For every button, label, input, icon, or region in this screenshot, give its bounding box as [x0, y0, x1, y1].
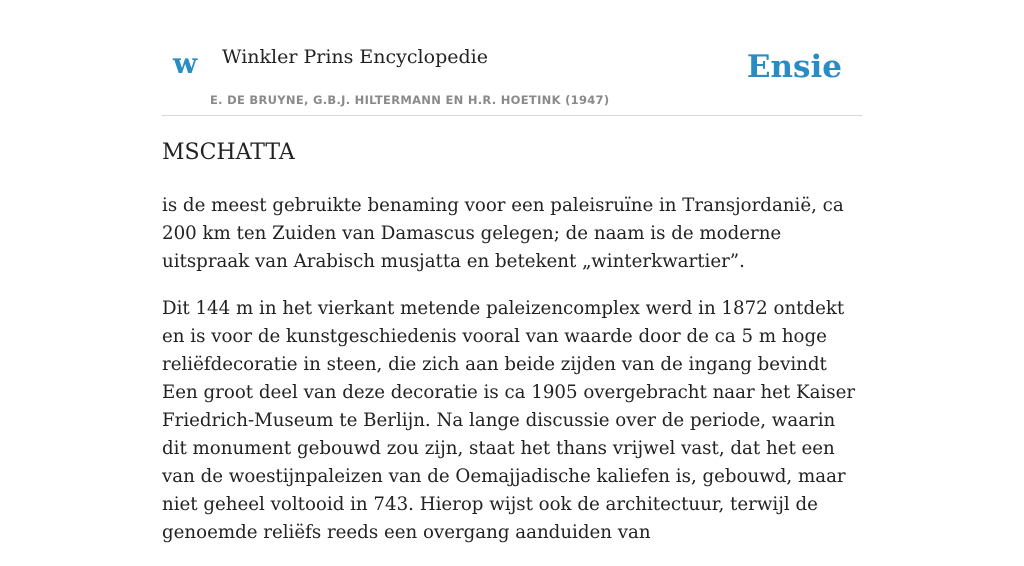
article-paragraph: Dit 144 m in het vierkant metende paleizencomplex werd in 1872 ontdekt en is voor de kunstgeschiedenis vooral van waarde door de ca 5 m hoge reliëfdecoratie in steen, die zich aan beide zijden van de ingang bevindt Een groot deel van deze decoratie is ca 1905 overgebracht naar het Kaiser Friedrich-Museum te Berlijn. Na lange discussie over de periode, waarin dit monument gebouwd zou zijn, staat het thans vrijwel vast, dat het een van de woestijnpaleizen van de Oemajjadische kaliefen is, gebouwd, maar niet geheel voltooid in 743. Hierop wijst ook de architectuur, terwijl de genoemde reliëfs reeds een overgang aanduiden van — [162, 298, 856, 543]
ensie-logo-link[interactable]: Ensie — [746, 49, 842, 85]
article-paragraph: is de meest gebruikte benaming voor een paleisruïne in Transjordanië, ca 200 km ten Zuiden van Damascus gelegen; de naam is de moderne uitspraak van Arabisch musjatta en betekent „winterkwartier”. — [162, 195, 844, 272]
article-body — [162, 192, 862, 566]
winkler-prins-logo[interactable]: w — [173, 47, 198, 80]
article-title: MSCHATTA — [162, 140, 295, 165]
source-title[interactable]: Winkler Prins Encyclopedie — [222, 46, 488, 68]
page-container — [162, 0, 862, 543]
source-authors: E. DE BRUYNE, G.B.J. HILTERMANN EN H.R. HOETINK (1947) — [210, 93, 610, 107]
site-header — [162, 0, 862, 116]
